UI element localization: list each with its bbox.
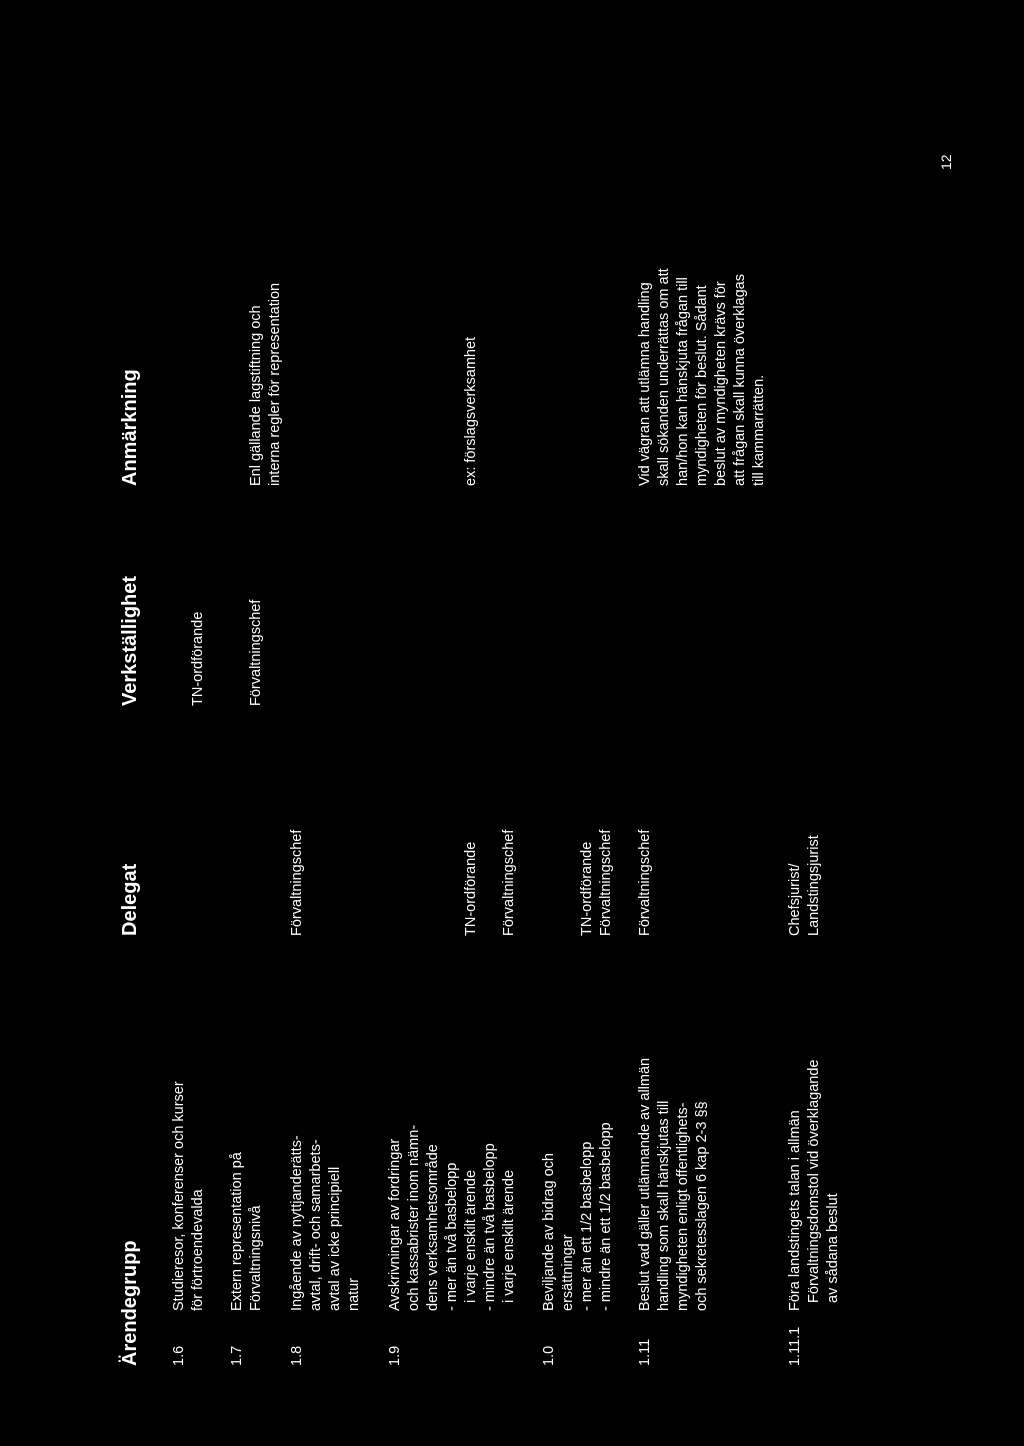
page-number: 12 [938,154,954,170]
verkstallighet-line: TN-ordförande [190,611,206,706]
anmarkning-line: till kammarrätten. [751,374,767,486]
anmarkning-line: skall sökanden underrättas om att [656,268,672,486]
arende-line: avtal, drift- och samarbets- [308,1139,324,1311]
row-number: 1.0 [541,1345,557,1366]
anmarkning-line: beslut av myndigheten krävs för [713,281,729,486]
delegat-cell [288,830,307,936]
arende-line: i varje enskilt ärende [463,1169,479,1311]
header-anmarkning: Anmärkning [119,369,141,486]
anmarkning-cell [386,337,481,486]
anmarkning-cell [228,283,285,486]
arende-line: avtal av icke principiell [327,1166,343,1311]
anmarkning-line [424,337,443,486]
arende-cell [540,1122,616,1311]
arende-line: Föra landstingets talan i allmän [787,1110,803,1311]
row-number: 1.7 [229,1345,245,1366]
arende-line: Beviljande av bidrag och [541,1153,557,1311]
delegat-cell [540,830,616,936]
row-number: 1.9 [387,1345,403,1366]
header-delegat: Delegat [119,863,141,936]
delegat-line [540,830,559,936]
header-verkstallighet: Verkställighet [119,575,141,706]
arende-line: - mer än två basbelopp [444,1162,460,1311]
arende-line: Förvaltningsdomstol vid överklagande [806,1059,822,1311]
delegat-line [405,830,424,936]
delegat-line [424,830,443,936]
arende-line: av sådana beslut [825,1193,841,1311]
delegat-line [559,830,578,936]
arende-line: Beslut vad gäller utlämnande av allmän [637,1057,653,1311]
arende-cell [170,1081,208,1311]
delegat-line: TN-ordförande [463,841,479,936]
arende-line: Studieresor, konferenser och kurser [171,1081,187,1311]
arende-line: natur [346,1277,362,1311]
delegat-cell [786,835,824,936]
anmarkning-line: han/hon kan hänskjuta frågan till [675,277,691,486]
arende-cell [228,1152,266,1311]
arende-line: - mer än ett 1/2 basbelopp [579,1141,595,1311]
verkstallighet-line: Förvaltningschef [248,599,264,706]
arende-line: Avskrivningar av fordringar [387,1138,403,1311]
arende-cell [288,1135,364,1311]
arende-line: - mindre än två basbelopp [482,1143,498,1311]
anmarkning-cell [636,268,769,486]
delegat-line: TN-ordförande [579,841,595,936]
arende-cell [786,1060,843,1311]
arende-line: ersättningar [560,1234,576,1311]
delegat-line [443,830,462,936]
anmarkning-line: ex: förslagsverksamhet [463,336,479,486]
arende-line: och kassabrister inom nämn- [406,1124,422,1311]
anmarkning-line: att frågan skall kunna överklagas [732,274,748,486]
verkstallighet-line [228,600,247,706]
delegat-line: Landstingsjurist [806,835,822,936]
delegat-line: Förvaltningschef [598,829,614,936]
row-number: 1.11.1 [787,1326,803,1366]
verkstallighet-cell [228,600,266,706]
arende-cell [636,1058,712,1311]
anmarkning-line [405,337,424,486]
row-number: 1.8 [289,1345,305,1366]
anmarkning-line: interna regler för representation [267,282,283,486]
arende-line: för förtroendevalda [190,1189,206,1311]
delegat-line: Förvaltningschef [289,829,305,936]
anmarkning-line [386,337,405,486]
anmarkning-line [228,283,247,486]
arende-line: myndigheten enligt offentlighets- [675,1102,691,1311]
verkstallighet-line [170,612,189,706]
arende-line: Ingående av nyttjanderätts- [289,1135,305,1311]
anmarkning-line: Enl gällande lagstiftning och [248,305,264,486]
arende-line: - mindre än ett 1/2 basbelopp [598,1122,614,1311]
header-arendegrupp: Ärendegrupp [119,1240,141,1366]
arende-line: dens verksamhetsområde [425,1144,441,1311]
anmarkning-line [443,337,462,486]
delegat-line [386,830,405,936]
arende-cell [386,1125,519,1311]
row-number: 1.6 [171,1345,187,1366]
anmarkning-line: Vid vägran att utlämna handling [637,282,653,486]
delegat-line: Förvaltningschef [501,829,517,936]
arende-line: handling som skall hänskjutas till [656,1100,672,1311]
delegat-line: Förvaltningschef [637,829,653,936]
row-number: 1.11 [637,1338,653,1366]
anmarkning-line: myndigheten för beslut. Sådant [694,285,710,486]
verkstallighet-cell [170,612,208,706]
arende-line: i varje enskilt ärende [501,1169,517,1311]
arende-line: Förvaltningsnivå [248,1205,264,1311]
delegat-cell [636,830,655,936]
delegat-line: Chefsjurist/ [787,863,803,936]
delegat-cell [386,830,519,936]
delegat-line [481,830,500,936]
arende-line: och sekretesslagen 6 kap 2-3 §§ [694,1101,710,1311]
arende-line: Extern representation på [229,1152,245,1311]
